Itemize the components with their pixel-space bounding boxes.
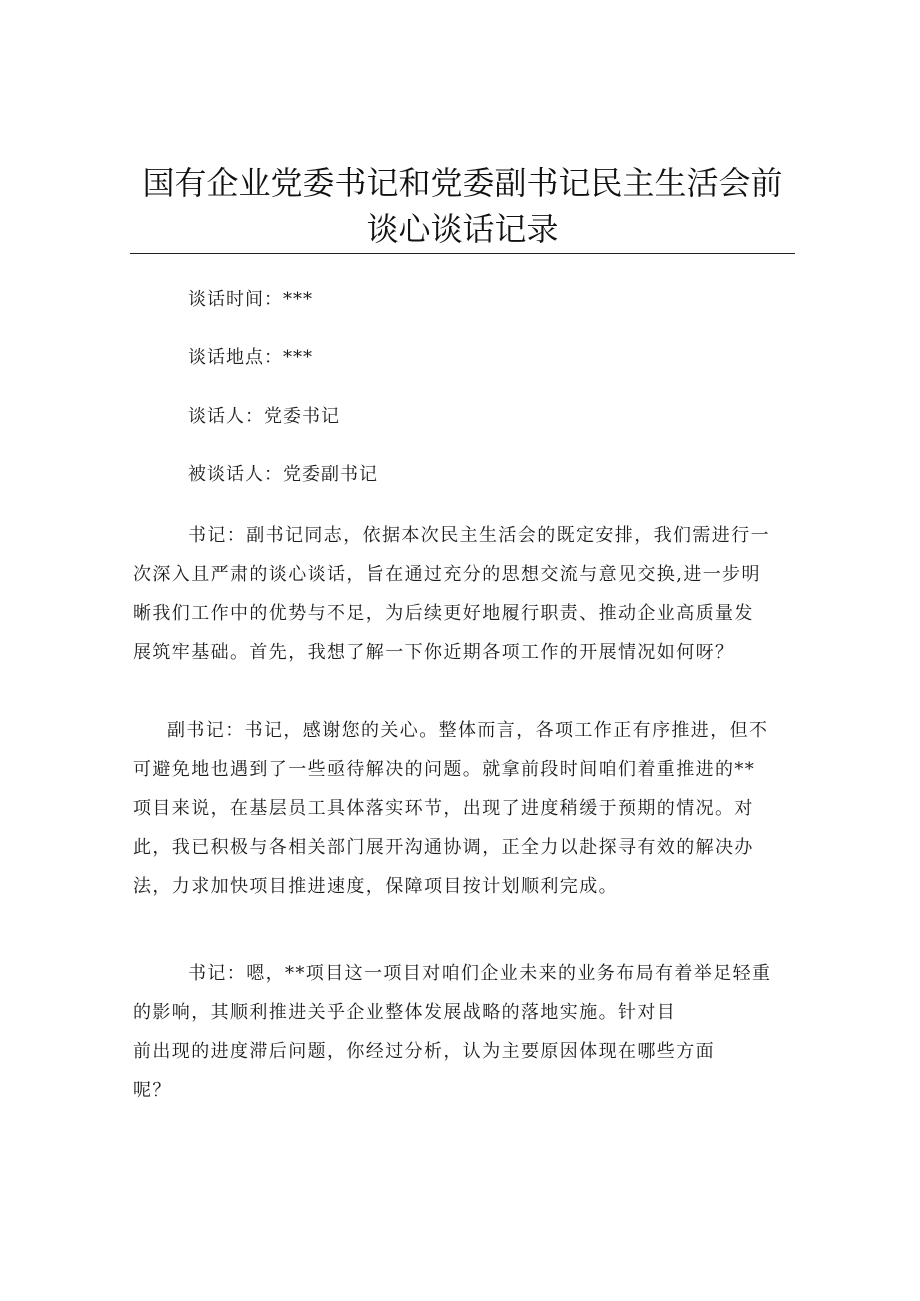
paragraph-line: 晰我们工作中的优势与不足，为后续更好地履行职责、推动企业高质量发	[133, 603, 754, 624]
meta-talker: 谈话人：党委书记	[188, 406, 340, 427]
document-title	[130, 160, 795, 252]
paragraph-line: 次深入且严肃的谈心谈话，旨在通过充分的思想交流与意见交换,进一步明	[133, 564, 761, 585]
paragraph-line: 书记：副书记同志，依据本次民主生活会的既定安排，我们需进行一	[188, 525, 770, 546]
paragraph-line: 呢？	[133, 1080, 172, 1101]
paragraph-secretary-followup	[133, 954, 793, 1110]
paragraph-line: 可避免地也遇到了一些亟待解决的问题。就拿前段时间咱们着重推进的**	[133, 759, 756, 780]
meta-talk-place: 谈话地点：***	[188, 347, 313, 368]
document-title-line-2: 谈心谈话记录	[366, 210, 559, 248]
paragraph-line: 前出现的进度滞后问题，你经过分析，认为主要原因体现在哪些方面	[133, 1041, 715, 1062]
paragraph-line: 的影响，其顺利推进关乎企业整体发展战略的落地实施。针对目	[133, 1002, 677, 1023]
paragraph-line: 项目来说，在基层员工具体落实环节，出现了进度稍缓于预期的情况。对	[133, 798, 754, 819]
paragraph-line: 法，力求加快项目推进速度，保障项目按计划顺利完成。	[133, 876, 618, 897]
paragraph-line: 书记：嗯，**项目这一项目对咱们企业未来的业务布局有着举足轻重	[188, 963, 772, 984]
paragraph-line: 展筑牢基础。首先，我想了解一下你近期各项工作的开展情况如何呀？	[133, 642, 735, 663]
paragraph-secretary-opening	[133, 516, 793, 672]
paragraph-deputy-reply	[133, 711, 793, 906]
title-underline	[130, 253, 795, 254]
paragraph-line: 此，我已积极与各相关部门展开沟通协调，正全力以赴探寻有效的解决办	[133, 837, 754, 858]
meta-interviewee: 被谈话人：党委副书记	[188, 464, 378, 485]
document-title-line-1: 国有企业党委书记和党委副书记民主生活会前	[142, 164, 783, 202]
paragraph-line: 副书记：书记，感谢您的关心。整体而言，各项工作正有序推进，但不	[167, 720, 769, 741]
meta-talk-time: 谈话时间：***	[188, 289, 313, 310]
